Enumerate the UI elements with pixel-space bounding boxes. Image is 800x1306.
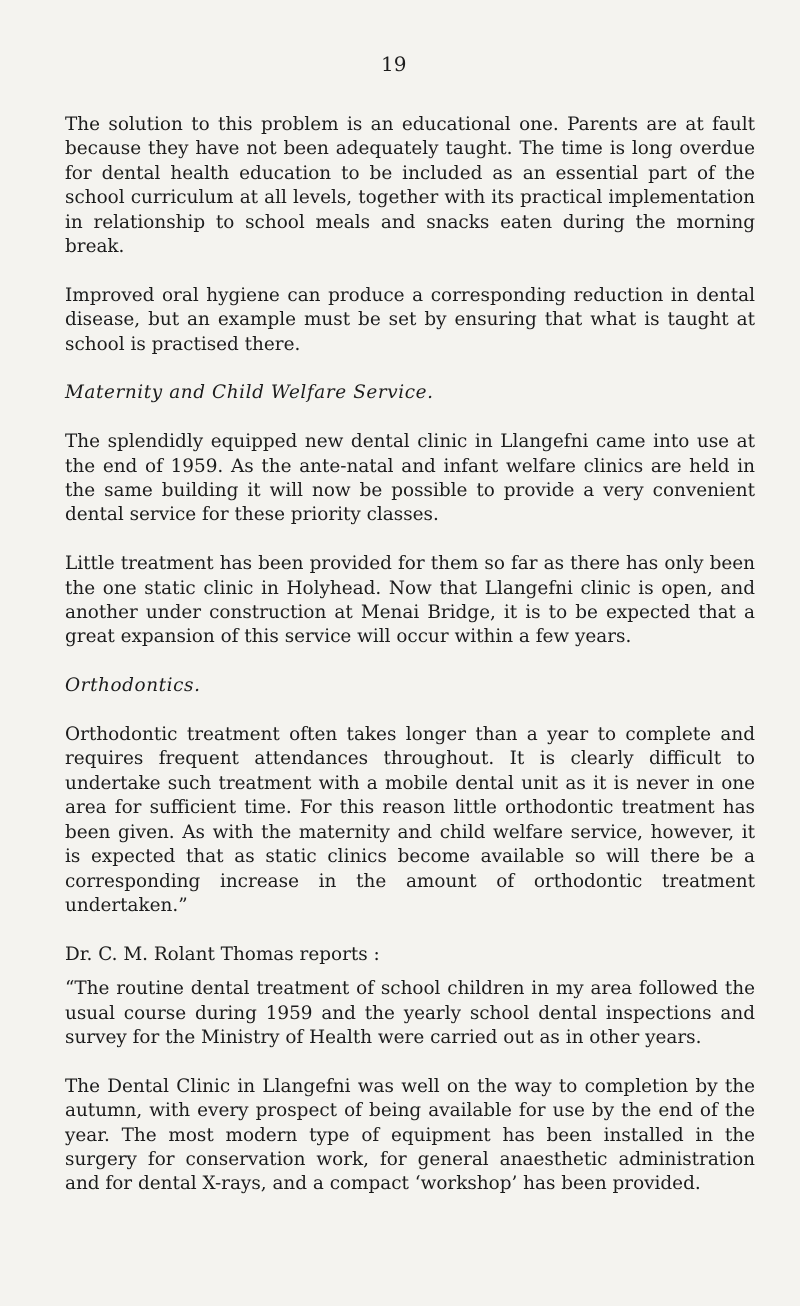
paragraph-dental-clinic: The Dental Clinic in Llangefni was well on the way to completion by the autumn, with every prospect of being available for use by the end of the year. The most modern type of equipment has been installed in the surgery for conservation work, for general anaesthetic administration and for dental X-rays, and a compact ‘workshop’ has been provided. bbox=[65, 1075, 755, 1195]
paragraph-education: The solution to this problem is an educational one. Parents are at fault because they have not been adequately taught. The time is long overdue for dental health education to be included as an essential part of the school curriculum at all levels, together with its practical implementation in relationship to school meals and snacks eaten during the morning break. bbox=[65, 114, 755, 258]
page-number: 19 bbox=[381, 52, 407, 76]
section-heading-orthodontics: Orthodontics. bbox=[65, 675, 201, 697]
paragraph-orthodontic-treatment: Orthodontic treatment often takes longer than a year to complete and requires frequent attendances throughout. It is clearly difficult to undertake such treatment with a mobile dental unit as it is never in one area for sufficient time. For this reason little orthodontic treatment has been given. As with the maternity and child welfare service, however, it is expected that as static clinics become available so will there be a corresponding increase in the amount of orthodontic treatment undertaken.” bbox=[65, 724, 755, 916]
paragraph-little-treatment: Little treatment has been provided for them so far as there has only been the one static clinic in Holyhead. Now that Llangefni clinic is open, and another under construction at Menai Bridge, it is to be expected that a great expansion of this service will occur within a few years. bbox=[65, 553, 755, 648]
paragraph-report-intro: Dr. C. M. Rolant Thomas reports : bbox=[65, 943, 380, 965]
body-text bbox=[65, 113, 755, 1221]
paragraph-llangefni-clinic: The splendidly equipped new dental clinic in Llangefni came into use at the end of 1959. As the ante-natal and infant welfare clinics are held in the same building it will now be possible to provide a very convenient dental service for these priority classes. bbox=[65, 431, 755, 526]
section-heading-maternity: Maternity and Child Welfare Service. bbox=[65, 382, 434, 404]
paragraph-oral-hygiene: Improved oral hygiene can produce a corresponding reduction in dental disease, but an example must be set by ensuring that what is taught at school is practised there. bbox=[65, 284, 755, 355]
paragraph-routine-treatment: “The routine dental treatment of school children in my area followed the usual course during 1959 and the yearly school dental inspections and survey for the Ministry of Health were carried out as in other years. bbox=[65, 978, 755, 1048]
